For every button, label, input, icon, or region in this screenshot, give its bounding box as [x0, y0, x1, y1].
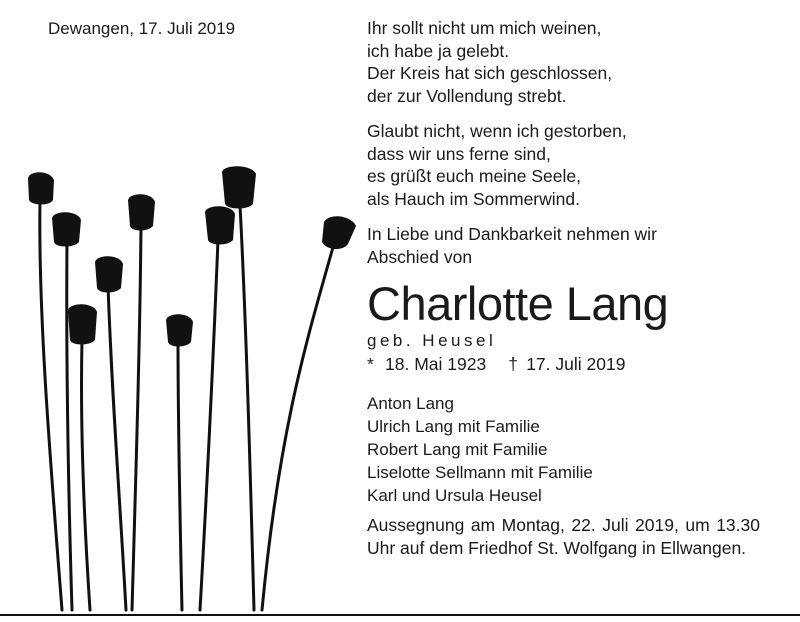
right-column: [367, 17, 762, 559]
birth-date: 18. Mai 1923: [385, 354, 487, 374]
list-item: Liselotte Sellmann mit Familie: [367, 463, 593, 482]
poem-line: Der Kreis hat sich geschlossen,: [367, 63, 613, 83]
poppy-flowers-icon: [0, 0, 360, 622]
poem-line: der zur Vollendung strebt.: [367, 85, 567, 106]
poem-line: Glaubt nicht, wenn ich gestorben,: [367, 121, 627, 141]
poem-line: als Hauch im Sommerwind.: [367, 188, 580, 209]
funeral-notice: Aussegnung am Montag, 22. Juli 2019, um 13.30 Uhr auf dem Friedhof St. Wolfgang in Ellwangen.: [367, 515, 760, 558]
birth-symbol: *: [367, 354, 374, 374]
poem-line: es grüßt euch meine Seele,: [367, 166, 582, 186]
poem: [367, 17, 762, 210]
intro-line: Abschied von: [367, 246, 473, 267]
poem-stanza-2: [367, 120, 762, 210]
list-item: Karl und Ursula Heusel: [367, 486, 542, 505]
death-date: 17. Juli 2019: [526, 354, 626, 374]
poem-line: dass wir uns ferne sind,: [367, 143, 551, 164]
death-symbol: †: [508, 354, 518, 374]
mourners-list: [367, 392, 762, 507]
list-item: Ulrich Lang mit Familie: [367, 417, 540, 436]
poem-line: Ihr sollt nicht um mich weinen,: [367, 18, 602, 38]
intro-text: [367, 223, 762, 268]
poem-line: ich habe ja gelebt.: [367, 40, 510, 61]
list-item: Anton Lang: [367, 394, 454, 413]
maiden-name: geb. Heusel: [367, 331, 497, 350]
list-item: Robert Lang mit Familie: [367, 440, 548, 459]
intro-line: In Liebe und Dankbarkeit nehmen wir: [367, 224, 657, 244]
deceased-name: Charlotte Lang: [367, 277, 669, 330]
place-date: Dewangen, 17. Juli 2019: [48, 19, 236, 38]
life-dates: [367, 353, 762, 375]
bottom-divider: [0, 614, 800, 616]
poem-stanza-1: [367, 17, 762, 107]
